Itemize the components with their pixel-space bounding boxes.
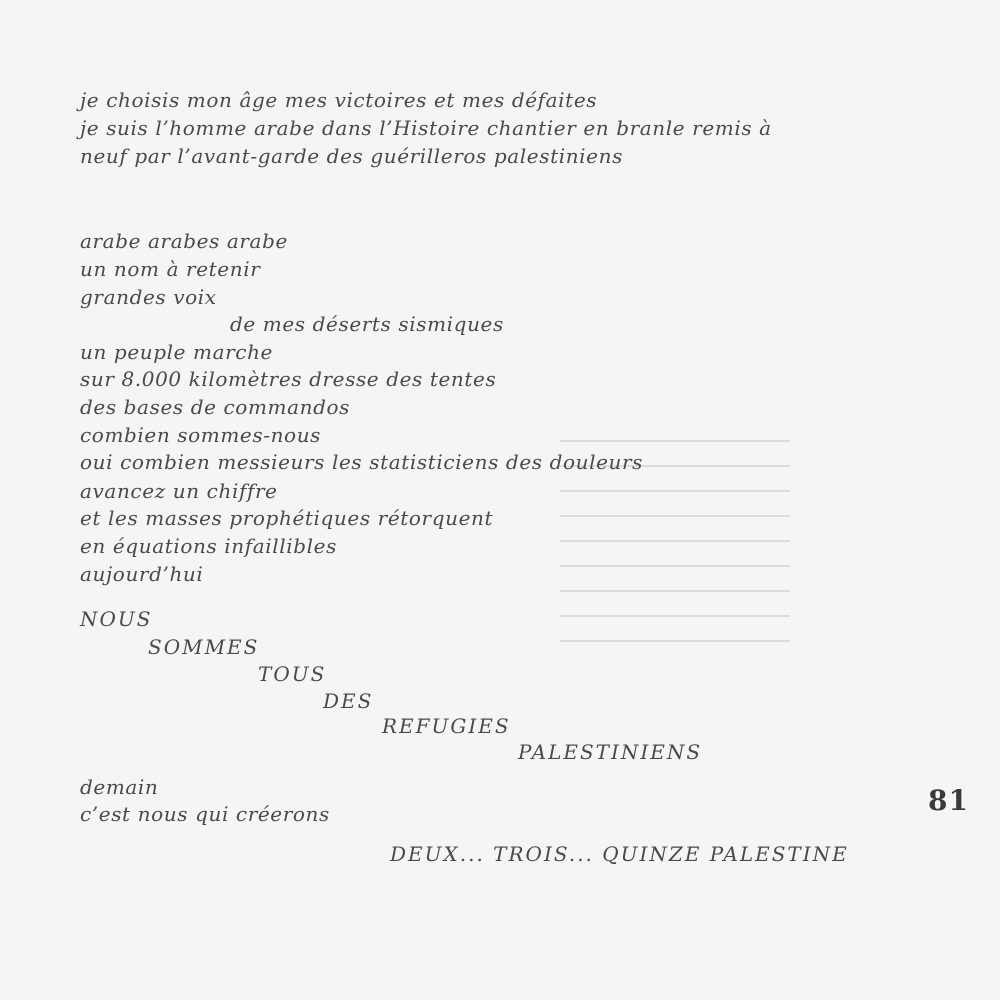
poem-line: je suis l’homme arabe dans l’Histoire chantier en branle remis à	[80, 116, 772, 140]
poem-line: combien sommes-nous	[80, 423, 322, 447]
cascade-word-des: DES	[323, 689, 374, 713]
poem-line: un nom à retenir	[80, 257, 261, 281]
poem-line: c’est nous qui créerons	[80, 802, 330, 826]
cascade-word-palestiniens: PALESTINIENS	[518, 740, 703, 764]
poem-line: neuf par l’avant-garde des guérilleros palestiniens	[80, 144, 623, 168]
final-line: DEUX... TROIS... QUINZE PALESTINE	[390, 842, 849, 866]
poem-line: des bases de commandos	[80, 395, 350, 419]
poem-line: grandes voix	[80, 285, 217, 309]
cascade-word-tous: TOUS	[258, 662, 327, 686]
poem-line: sur 8.000 kilomètres dresse des tentes	[80, 367, 497, 391]
cascade-word-nous: NOUS	[80, 607, 153, 631]
poem-line: je choisis mon âge mes victoires et mes défaites	[80, 88, 598, 112]
cascade-word-refugies: REFUGIES	[382, 714, 511, 738]
poem-line: et les masses prophétiques rétorquent	[80, 506, 494, 530]
poem-line: avancez un chiffre	[80, 479, 278, 503]
poem-line: oui combien messieurs les statisticiens des douleurs	[80, 450, 644, 474]
poem-line: aujourd’hui	[80, 562, 204, 586]
poem-line: en équations infaillibles	[80, 534, 337, 558]
poem-line: de mes déserts sismiques	[230, 312, 504, 336]
page-number: 81	[928, 784, 969, 817]
poem-line: un peuple marche	[80, 340, 273, 364]
poem-line: demain	[80, 775, 159, 799]
cascade-word-sommes: SOMMES	[148, 635, 260, 659]
poem-line: arabe arabes arabe	[80, 229, 288, 253]
